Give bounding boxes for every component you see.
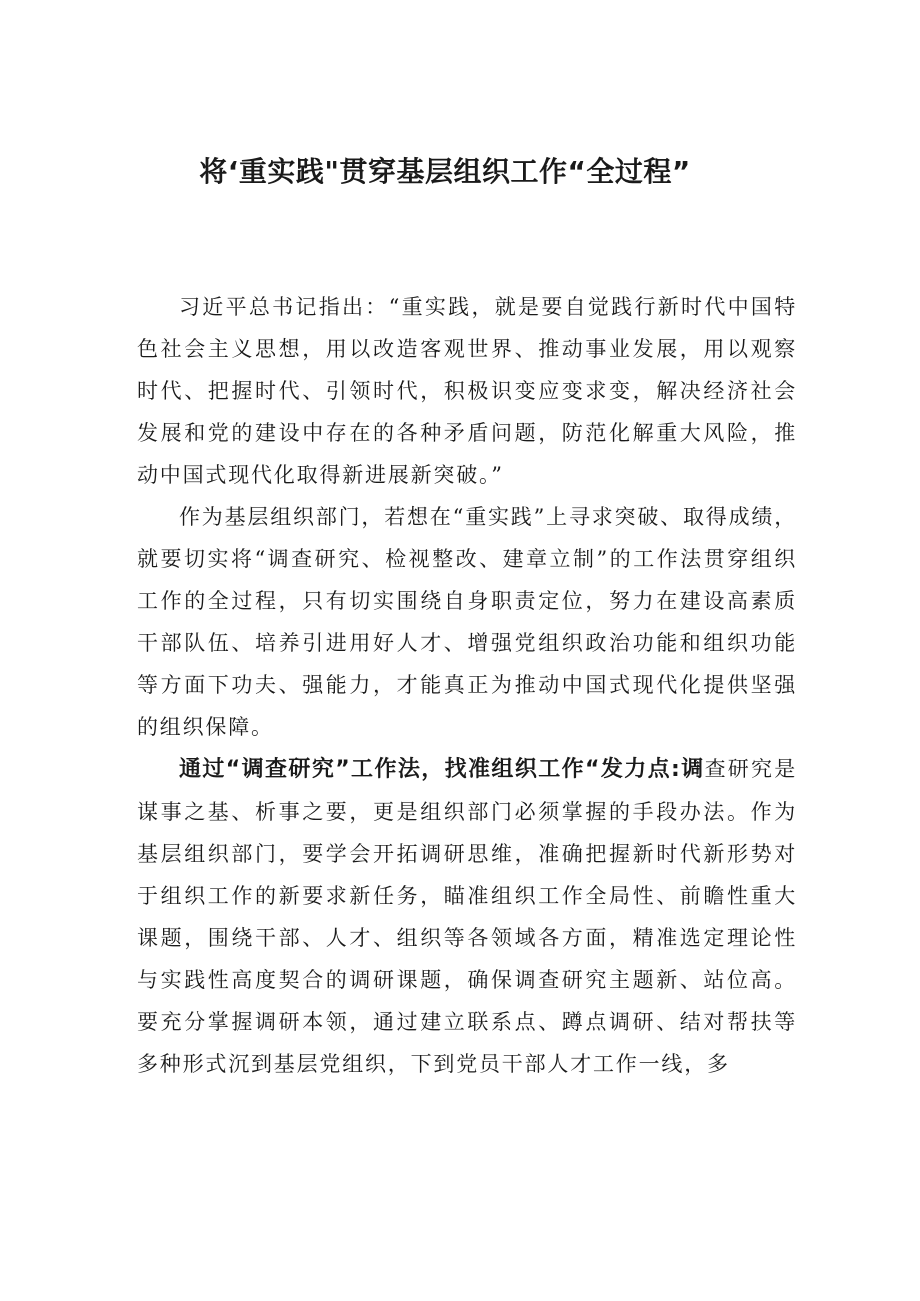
document-body	[137, 286, 797, 1085]
paragraph-lead-heading: 通过“调查研究”工作法，找准组织工作“发力点:调	[179, 757, 705, 782]
paragraph-text: 查研究是谋事之基、析事之要，更是组织部门必须掌握的手段办法。作为基层组织部门，要学会开拓调研思维，准确把握新时代新形势对于组织工作的新要求新任务，瞄准组织工作全局性、前瞻性重大课题，围绕干部、人才、组织等各领域各方面，精准选定理论性与实践性高度契合的调研课题，确保调查研究主题新、站位高。要充分掌握调研本领，通过建立联系点、蹲点调研、结对帮扶等多种形式沉到基层党组织，下到党员干部人才工作一线，多	[137, 757, 797, 1076]
paragraph-quote	[137, 286, 797, 496]
paragraph-text: 习近平总书记指出：“重实践，就是要自觉践行新时代中国特色社会主义思想，用以改造客观世界、推动事业发展，用以观察时代、把握时代、引领时代，积极识变应变求变，解决经济社会发展和党的建设中存在的各种矛盾问题，防范化解重大风险，推动中国式现代化取得新进展新突破。”	[137, 295, 797, 487]
paragraph-text: 作为基层组织部门，若想在“重实践”上寻求突破、取得成绩，就要切实将“调查研究、检视整改、建章立制”的工作法贯穿组织工作的全过程，只有切实围绕自身职责定位，努力在建设高素质干部队伍、培养引进用好人才、增强党组织政治功能和组织功能等方面下功夫、强能力，才能真正为推动中国式现代化提供坚强的组织保障。	[137, 505, 797, 739]
paragraph-intro	[137, 496, 797, 748]
document-title: 将‘重实践"贯穿基层组织工作“全过程”	[199, 155, 691, 188]
paragraph-research	[137, 748, 797, 1085]
